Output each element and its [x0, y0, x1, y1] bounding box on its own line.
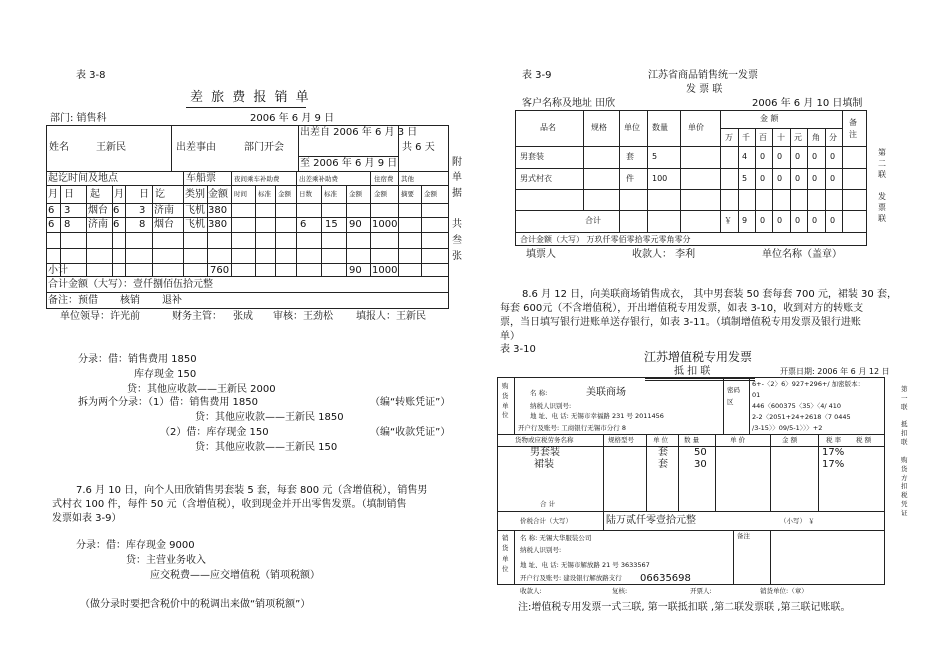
col-goods: 货物或应税劳务名称 [515, 436, 574, 444]
table-label-3-9: 表 3-9 [522, 70, 552, 81]
code-line: 446〈600375〈35〉〈4/ 410 [752, 402, 842, 410]
vat-item1-qty: 50 [694, 447, 707, 458]
sub-amount4: 金额 [374, 190, 387, 198]
r2-month2: 6 [113, 219, 120, 230]
paragraph-7-line: 发票如表 3-9） [52, 513, 122, 524]
item1-digit: 0 [795, 152, 801, 161]
col-unit: 单位 [624, 123, 640, 132]
item2-digit: 0 [777, 174, 783, 183]
vat-item2-rate: 17% [822, 459, 845, 470]
col-night: 夜间乘车补助费 [234, 175, 280, 183]
col-vat-price: 单 价 [730, 436, 746, 444]
col-allowance: 出差乘补助费 [299, 175, 338, 183]
side-attach-4: 共 [452, 219, 462, 230]
side-copy-1: 第一联 [901, 385, 908, 411]
code-line: 6+-〈2〉6〉927+296+/ 加密版本： [752, 380, 865, 388]
digit-jiao: 角 [812, 133, 820, 142]
r2-month: 6 [48, 219, 55, 230]
seller-tax-id: 纳税人识别号: [520, 546, 562, 554]
buyer-bank: 开户行及账号: 工商银行无锡市分行 8 [518, 424, 626, 432]
side-attach-3: 据 [452, 188, 462, 199]
r1-month: 6 [48, 205, 55, 216]
r2-day2: 8 [139, 219, 146, 230]
side-attach-2: 单 [452, 172, 462, 183]
side-copy-2: 第二联 [878, 148, 886, 179]
sales-invoice-title: 江苏省商品销售统一发票 [648, 70, 758, 81]
paragraph-8-line: 每套 600元（不含增值税），开出增值税专用发票，如表 3-10，收到对方的转账支 [500, 303, 864, 314]
trip-from-date: 出差自 2006 年 6 月 3 日 [300, 127, 418, 138]
paragraph-8-line: 8.6 月 12 日，向美联商场销售成衣， 其中男套装 50 套每套 700 元，裙装 30 套， [522, 289, 897, 300]
entry-1-line: 拆为两个分录：（1）借：销售费用 1850 [78, 397, 258, 408]
vat-remark: 备注 [737, 532, 750, 540]
table-label-3-8: 表 3-8 [76, 70, 106, 81]
col-lodging: 住宿费 [374, 175, 394, 183]
subtotal-amount: 760 [210, 265, 230, 276]
col-note: 备注 [849, 118, 857, 139]
subtotal-label: 小计 [48, 265, 68, 276]
entry-1-line: （2）借：库存现金 150 [160, 427, 269, 438]
sign-filler: 填报人：王新民 [356, 311, 426, 322]
col-other: 其他 [401, 175, 414, 183]
paragraph-7-line: 7.6 月 10 日，向个人田欣销售男套装 5 套，每套 800 元（含增值税），销售男 [76, 485, 428, 496]
vat-invoice-title: 江苏增值税专用发票 [644, 350, 753, 364]
sig-seller: 销货单位:（章） [760, 587, 808, 595]
remark-writeoff: 核销 [120, 295, 140, 306]
seller-name: 名 称: 无锡大华服装公司 [520, 534, 592, 542]
buyer-name-label: 名 称: [530, 389, 548, 397]
seal: 单位名称（盖章） [762, 249, 842, 260]
seller-label: 销货单位 [502, 534, 509, 574]
vat-sum-small: （小写） ￥ [780, 517, 815, 525]
sub-month2: 月 [114, 189, 124, 200]
sub-day: 日 [64, 189, 74, 200]
code-line: 2-2〈2051+24+2618〈7 0445 [752, 413, 851, 421]
vat-item1-unit: 套 [658, 447, 668, 458]
side-attach-5: 叁 [452, 235, 462, 246]
vat-sum-label: 价税合计（大写） [520, 517, 572, 525]
item2-name: 男式村衣 [520, 174, 552, 183]
vat-item2-unit: 套 [658, 459, 668, 470]
r1-type: 飞机 [185, 205, 205, 216]
item2-digit: 0 [812, 174, 818, 183]
sub-month: 月 [48, 189, 58, 200]
remark-advance: 备注：预借 [48, 295, 98, 306]
entry-1-line: （编“收款凭证”） [370, 427, 451, 438]
item1-digit: 4 [742, 152, 748, 161]
entry-2-line: 应交税费——应交增值税（销项税额） [150, 570, 320, 581]
r2-from: 济南 [88, 219, 108, 230]
sales-invoice-date: 2006 年 6 月 10 日填制 [752, 98, 863, 109]
entry-1-line: 分录：借：销售费用 1850 [78, 354, 197, 365]
side-attach-1: 附 [452, 157, 462, 168]
digit-qian: 千 [742, 133, 750, 142]
item1-unit: 套 [626, 152, 634, 161]
col-tax-amount: 税 额 [856, 436, 872, 444]
customer-info: 客户名称及地址 田欣 [522, 98, 616, 109]
subtotal-allowance: 90 [349, 265, 362, 276]
form-date: 2006 年 6 月 9 日 [250, 113, 335, 124]
col-spec: 规格 [591, 123, 607, 132]
entry-2-line: 贷：主营业务收入 [126, 555, 206, 566]
r2-to: 烟台 [154, 219, 174, 230]
sign-leader: 单位领导：许光前 [60, 311, 140, 322]
r1-month2: 6 [113, 205, 120, 216]
entry-1-line: （编“转账凭证”） [370, 397, 451, 408]
item1-name: 男套装 [520, 152, 544, 161]
entry-1-line: 贷：其他应收款——王新民 1850 [195, 412, 344, 423]
col-amount: 金 额 [760, 114, 779, 123]
code-line: 01 [752, 391, 761, 399]
sub-amount2: 金额 [278, 190, 291, 198]
seller-account: 06635698 [640, 573, 691, 584]
vat-item1-rate: 17% [822, 447, 845, 458]
note-tax: （做分录时要把含税价中的税调出来做“销项税额”） [80, 599, 311, 610]
col-vat-qty: 数 量 [684, 436, 700, 444]
r2-lodging: 1000 [372, 219, 398, 230]
buyer-label: 购货单位 [502, 382, 509, 420]
item1-qty: 5 [652, 152, 658, 161]
seller-bank: 开户行及账号: 建设银行解放路支行 [520, 574, 622, 582]
r2-day: 8 [64, 219, 71, 230]
code-area-label: 密码区 [727, 386, 740, 407]
col-qty: 数量 [652, 123, 668, 132]
col-product: 品名 [540, 123, 556, 132]
vat-footnote: 注:增值税专用发票一式三联, 第一联抵扣联 ,第二联发票联 ,第三联记账联。 [518, 602, 851, 613]
sub-amount5: 金额 [424, 190, 437, 198]
r2-days: 6 [300, 219, 307, 230]
table-label-3-10: 表 3-10 [500, 344, 536, 355]
code-line: /3-15〉〉09/5-1〉〉〉+2 [752, 424, 823, 432]
entry-2-line: 分录：借：库存现金 9000 [76, 540, 195, 551]
sig-checker: 复核: [612, 587, 628, 595]
item2-digit: 0 [830, 174, 836, 183]
sub-day2: 日 [139, 189, 149, 200]
item2-unit: 件 [626, 174, 634, 183]
item2-digit: 5 [742, 174, 748, 183]
total-in-words: 合计金额（大写）：壹仟捌佰伍拾元整 [48, 279, 213, 290]
item1-digit: 0 [830, 152, 836, 161]
sub-summary: 摘要 [401, 190, 414, 198]
reason-value: 部门开会 [244, 142, 284, 153]
vat-date: 开票日期: 2006 年 6 月 12 日 [780, 367, 890, 376]
vat-item2-name: 裙装 [534, 459, 554, 470]
col-tax-rate: 税 率 [826, 436, 842, 444]
payee: 填票人 [526, 249, 556, 260]
digit-fen: 分 [829, 133, 837, 142]
side-attach-6: 张 [452, 251, 462, 262]
buyer-address: 地 址、电 话: 无锡市幸福路 231 号 2011456 [530, 412, 664, 420]
sub-time: 时间 [234, 190, 247, 198]
item2-qty: 100 [652, 174, 668, 183]
buyer-tax-id: 纳税人识别号: [530, 402, 572, 410]
side-invoice-copy: 发票联 [878, 192, 886, 223]
col-price: 单价 [688, 123, 704, 132]
travel-form-title: 差 旅 费 报 销 单 [190, 90, 311, 105]
name-label: 姓名 [49, 142, 69, 153]
sub-days: 日数 [299, 190, 312, 198]
paragraph-8-line: 票，当日填写银行进账单送存银行，如表 3-11。（填制增值税专用发票及银行进账 [500, 317, 861, 328]
seller-address: 地 址、电 话: 无锡市解放路 21 号 3633567 [520, 561, 650, 569]
vat-sum-words: 陆万贰仟零壹拾元整 [606, 515, 696, 526]
digit-wan: 万 [725, 133, 733, 142]
reason-label: 出差事由 [176, 142, 216, 153]
sig-receiver: 收款人: [520, 587, 542, 595]
col-model: 规格型号 [608, 436, 634, 444]
vat-invoice-copy: 抵 扣 联 [674, 366, 711, 377]
sub-std2: 标准 [324, 190, 337, 198]
sig-issuer: 开票人: [690, 587, 712, 595]
digit-bai: 百 [759, 133, 767, 142]
total-digit: ￥ [724, 216, 732, 225]
r2-type: 飞机 [185, 219, 205, 230]
paragraph-8-line: 单） [500, 331, 520, 342]
col-period: 起讫时间及地点 [48, 173, 118, 184]
vat-item1-name: 男套装 [530, 447, 560, 458]
sales-invoice-copy: 发 票 联 [686, 84, 723, 95]
sub-amount: 金额 [208, 189, 228, 200]
trip-days: 共 6 天 [402, 142, 435, 153]
total-digit: 0 [795, 216, 801, 225]
total-digit: 0 [812, 216, 818, 225]
sub-std: 标准 [258, 190, 271, 198]
side-deduction-copy: 抵扣联 [901, 420, 908, 446]
sub-type: 类别 [185, 189, 205, 200]
entry-1-line: 贷：其他应收款——王新民 2000 [127, 384, 276, 395]
r1-from: 烟台 [88, 205, 108, 216]
item1-digit: 0 [812, 152, 818, 161]
total-digit: 0 [760, 216, 766, 225]
buyer-name: 美联商场 [586, 387, 626, 398]
item1-digit: 0 [760, 152, 766, 161]
r1-day2: 3 [139, 205, 146, 216]
department: 部门: 销售科 [50, 113, 107, 124]
total-label: 合计 [585, 216, 601, 225]
name-value: 王新民 [96, 142, 126, 153]
cashier: 收款人： 李利 [632, 249, 696, 260]
r2-allowance: 90 [349, 219, 362, 230]
col-ticket: 车船票 [186, 173, 216, 184]
sales-total-words: 合计金额（大写） 万玖仟零佰零拾零元零角零分 [520, 235, 691, 244]
total-digit: 0 [777, 216, 783, 225]
sign-finance: 财务主管： [172, 311, 222, 322]
subtotal-lodging: 1000 [372, 265, 398, 276]
r1-amount: 380 [208, 205, 228, 216]
item2-digit: 0 [795, 174, 801, 183]
r2-std: 15 [325, 219, 338, 230]
total-digit: 0 [830, 216, 836, 225]
trip-to-date: 至 2006 年 6 月 9 日 [300, 158, 398, 169]
sub-amount3: 金额 [349, 190, 362, 198]
col-vat-amount: 金 额 [782, 436, 798, 444]
side-buyer-tax-voucher: 购货方扣税凭证 [901, 456, 908, 517]
entry-1-line: 库存现金 150 [134, 369, 197, 380]
sub-from: 起 [90, 189, 100, 200]
r1-to: 济南 [154, 205, 174, 216]
entry-1-line: 贷：其他应收款——王新民 150 [195, 442, 338, 453]
paragraph-7-line: 式村衣 100 件，每件 50 元（含增值税），收到现金并开出零售发票。（填制销售 [52, 499, 407, 510]
title-underline [186, 107, 306, 108]
r1-day: 3 [64, 205, 71, 216]
sign-auditor: 审核：王劲松 [273, 311, 333, 322]
item1-digit: 0 [777, 152, 783, 161]
vat-item2-qty: 30 [694, 459, 707, 470]
sub-to: 讫 [155, 189, 165, 200]
sign-finance-name: 张成 [233, 311, 253, 322]
col-vat-unit: 单 位 [653, 436, 669, 444]
remark-refund: 退补 [162, 295, 182, 306]
vat-total-label: 合 计 [540, 500, 556, 508]
digit-yuan: 元 [794, 133, 802, 142]
total-digit: 9 [742, 216, 748, 225]
r2-amount: 380 [208, 219, 228, 230]
digit-shi: 十 [777, 133, 785, 142]
item2-digit: 0 [760, 174, 766, 183]
